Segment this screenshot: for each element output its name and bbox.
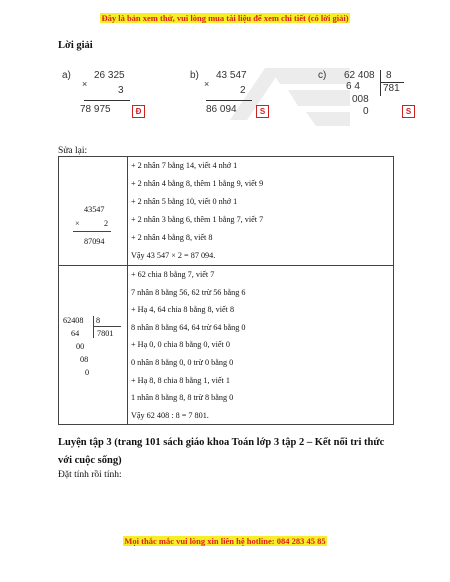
list-item: Vậy 43 547 × 2 = 87 094. [131, 251, 216, 260]
division-layout [59, 266, 127, 424]
multiplication-cell [59, 157, 128, 266]
checked-computations-figure [60, 60, 420, 128]
multiplication-steps [128, 157, 394, 266]
problem-c-step-2: 008 [352, 94, 369, 105]
practice-heading: Luyện tập 3 (trang 101 sách giáo khoa Toán lớp 3 tập 2 – Kết nối tri thức với cuộc sống) [58, 437, 385, 466]
list-item: + Hạ 4, 64 chia 8 bằng 8, viết 8 [131, 305, 235, 315]
list-item: + Hạ 0, 0 chia 8 bằng 0, viết 0 [131, 340, 230, 350]
problem-b-mark-wrong: S [256, 105, 269, 118]
div-step-1: 64 [71, 329, 80, 338]
problem-c-label: c) [318, 70, 327, 81]
correction-table [58, 156, 394, 425]
hotline-banner: Mọi thắc mắc vui lòng xin liên hệ hotline: 084 283 45 85 [124, 536, 326, 546]
multiplication-layout [59, 157, 127, 265]
list-item: + Hạ 8, 8 chia 8 bằng 1, viết 1 [131, 375, 230, 385]
mult-rule [73, 231, 111, 232]
problem-c-mark-wrong: S [402, 105, 415, 118]
list-item: + 2 nhân 4 bằng 8, viết 8 [131, 233, 213, 242]
problem-a-multiplicand: 26 325 [94, 70, 125, 81]
problem-a-operator: × [82, 79, 88, 89]
problem-a-mark-correct: Đ [132, 105, 145, 118]
problem-b-result: 86 094 [206, 104, 237, 115]
mult-result: 87094 [84, 237, 105, 246]
division-steps [128, 266, 394, 425]
mult-operator: × [75, 219, 80, 228]
problem-a-result: 78 975 [80, 104, 111, 115]
list-item: 8 nhân 8 bằng 64, 64 trừ 64 bằng 0 [131, 322, 246, 332]
problem-c-divider [380, 70, 381, 96]
division-cell [59, 266, 128, 425]
div-step-4: 0 [85, 368, 90, 377]
list-item: + 2 nhân 5 bằng 10, viết 0 nhớ 1 [131, 197, 238, 206]
problem-b-multiplicand: 43 547 [216, 70, 247, 81]
list-item: Vậy 62 408 : 8 = 7 801. [131, 410, 209, 420]
div-step-3: 08 [80, 355, 89, 364]
problem-c-step-3: 0 [363, 106, 369, 117]
problem-a-multiplier: 3 [118, 85, 124, 96]
list-item: 0 nhân 8 bằng 0, 0 trừ 0 bằng 0 [131, 357, 234, 367]
problem-a-rule [84, 100, 130, 101]
mult-multiplier: 2 [104, 219, 109, 228]
problem-c-divisor: 8 [386, 70, 392, 81]
problem-b-rule [206, 100, 252, 101]
list-item: 7 nhân 8 bằng 56, 62 trừ 56 bằng 6 [131, 287, 246, 297]
list-item: + 2 nhân 4 bằng 8, thêm 1 bằng 9, viết 9 [131, 179, 264, 188]
table-row [59, 266, 394, 425]
instruction-text: Đặt tính rồi tính: [58, 470, 122, 480]
fix-label: Sửa lại: [58, 146, 88, 156]
problem-b-operator: × [204, 79, 210, 89]
mult-multiplicand: 43547 [84, 205, 105, 214]
problem-c-quotient: 781 [383, 83, 400, 94]
div-divider [93, 316, 94, 338]
preview-banner: Đây là bản xem thử, vui lòng mua tài liệu để xem chi tiết (có lời giải) [101, 13, 349, 23]
problem-c-dividend: 62 408 [344, 70, 375, 81]
div-rule [93, 326, 121, 327]
solution-heading: Lời giải [58, 40, 93, 51]
div-divisor: 8 [96, 316, 101, 325]
div-dividend: 62408 [63, 316, 84, 325]
list-item: + 62 chia 8 bằng 7, viết 7 [131, 270, 215, 279]
div-step-2: 00 [76, 342, 85, 351]
problem-c-step-1: 6 4 [346, 81, 360, 92]
problem-b-label: b) [190, 70, 199, 81]
list-item: 1 nhân 8 bằng 8, 8 trừ 8 bằng 0 [131, 393, 234, 403]
problem-a-label: a) [62, 70, 71, 81]
problem-b-multiplier: 2 [240, 85, 246, 96]
list-item: + 2 nhân 3 bằng 6, thêm 1 bằng 7, viết 7 [131, 215, 264, 224]
div-quotient: 7801 [97, 329, 114, 338]
list-item: + 2 nhân 7 bằng 14, viết 4 nhớ 1 [131, 161, 238, 170]
table-row [59, 157, 394, 266]
